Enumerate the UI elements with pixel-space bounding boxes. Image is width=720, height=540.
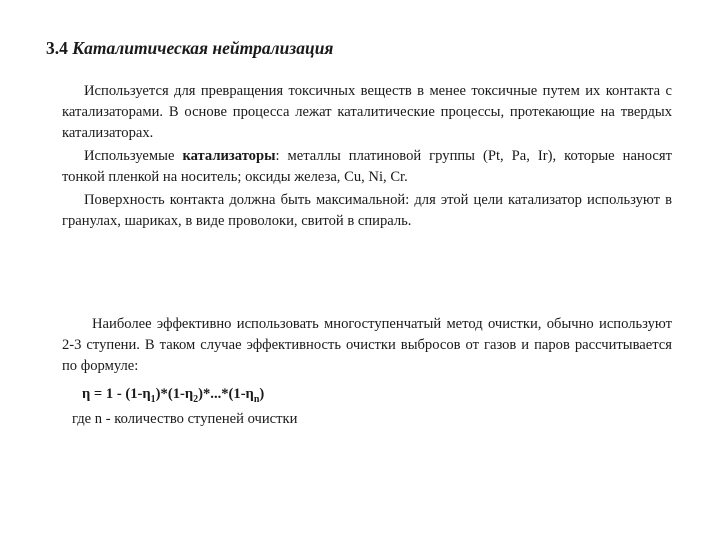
catalysts-list: : металлы платиновой группы (Pt, Pa, Ir), которые наносят тонкой пленкой на носитель; оксиды железа, Cu, Ni, Cr.: [62, 148, 672, 185]
section-text-catalysis: [62, 81, 672, 234]
paragraph-catalysts: [62, 146, 672, 188]
paragraph-purpose: Используется для превращения токсичных веществ в менее токсичные путем их контакта с катализаторами. В основе процесса лежат каталитические процессы, протекающие на твердых катализаторах.: [62, 83, 672, 141]
formula-part: η = 1 - (1-η: [82, 386, 151, 402]
formula-subscript: n: [253, 393, 260, 405]
paragraph-surface: Поверхность контакта должна быть максимальной: для этой цели катализатор используют в гранулах, шариках, в виде проволоки, свитой в спираль.: [62, 192, 672, 229]
formula-subscript: 2: [193, 393, 199, 405]
section-text-multistage: [62, 314, 672, 377]
catalysts-term: катализаторы: [182, 148, 276, 164]
paragraph-multistage: Наиболее эффективно использовать многоступенчатый метод очистки, обычно используют 2-3 ступени. В таком случае эффективность очистки выбросов от газов и паров рассчитывается по формуле:: [62, 316, 672, 374]
section-title: Каталитическая нейтрализация: [72, 38, 334, 58]
formula-part: ): [259, 386, 265, 402]
section-number: 3.4: [46, 38, 68, 58]
catalysts-lead: Используемые: [84, 148, 183, 164]
formula-part: )*(1-η: [155, 386, 194, 402]
formula-part: )*...*(1-η: [198, 386, 254, 402]
section-heading: [46, 38, 333, 59]
formula-subscript: 1: [150, 393, 156, 405]
efficiency-formula: [82, 386, 264, 405]
formula-legend: где n - количество ступеней очистки: [72, 411, 298, 427]
